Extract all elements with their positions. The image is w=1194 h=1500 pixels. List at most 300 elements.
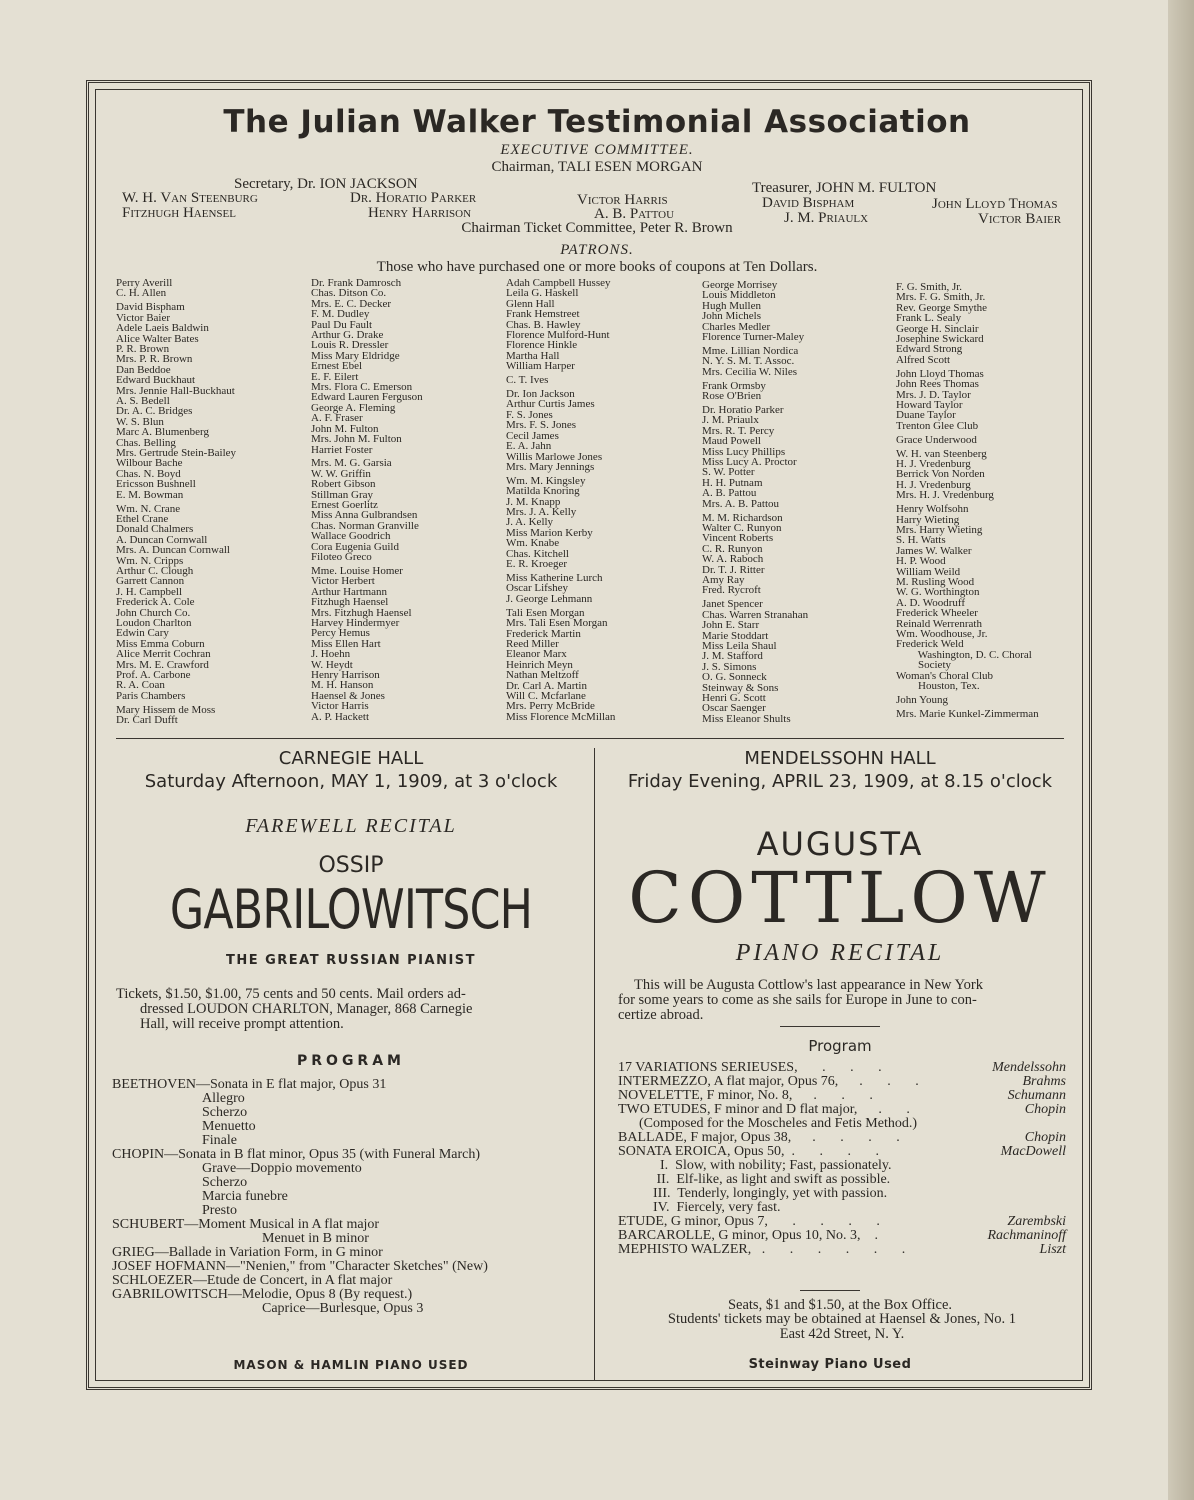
patron-name: Percy Hemus (311, 627, 370, 640)
patron-name: John M. Fulton (311, 422, 379, 435)
program-work: ETUDE, G minor, Opus 7, . . . . (618, 1214, 880, 1229)
program-item: SCHLOEZER—Etude de Concert, in A flat major (112, 1273, 393, 1288)
chairman-line: Chairman, TALI ESEN MORGAN (491, 159, 703, 175)
program-composer: Chopin (1024, 1130, 1066, 1145)
program-work: TWO ETUDES, F minor and D flat major, . . (618, 1102, 910, 1117)
patron-name: Howard Taylor (896, 398, 963, 411)
program-item: CHOPIN—Sonata in B flat minor, Opus 35 (with Funeral March) (112, 1147, 481, 1162)
patron-name: Henry Wolfsohn (896, 503, 969, 516)
patron-name: Vincent Roberts (702, 532, 774, 545)
program-item: JOSEF HOFMANN—"Nenien," from "Character Sketches" (New) (112, 1259, 488, 1274)
patron-name: A. B. Pattou (702, 487, 757, 500)
patron-name: A. Duncan Cornwall (116, 533, 208, 546)
right-first-name: AUGUSTA (756, 825, 924, 863)
patron-name: Cora Eugenia Guild (311, 540, 399, 553)
program-composer: Zarembski (1007, 1214, 1066, 1229)
patron-name: C. H. Allen (116, 287, 167, 300)
patron-name: Adah Campbell Hussey (506, 277, 611, 289)
patron-name: E. M. Bowman (116, 488, 184, 501)
patron-name: Rose O'Brien (702, 390, 762, 403)
patron-name: Ernest Ebel (311, 360, 363, 373)
patron-name: Louis R. Dressler (311, 339, 389, 352)
patron-name: Louis Middleton (702, 289, 776, 302)
left-first-name: OSSIP (318, 853, 384, 878)
patron-name: Maud Powell (702, 435, 761, 448)
patron-name: Paris Chambers (116, 689, 186, 702)
patron-name: Mrs. Perry McBride (506, 700, 595, 713)
right-date: Friday Evening, APRIL 23, 1909, at 8.15 o'clock (627, 771, 1053, 792)
program-work: BALLADE, F major, Opus 38, . . . . (618, 1130, 900, 1145)
patron-name: John E. Starr (702, 619, 760, 632)
patrons-note: Those who have purchased one or more books of coupons at Ten Dollars. (376, 259, 818, 275)
program-work: 17 VARIATIONS SERIEUSES, . . . (618, 1060, 882, 1075)
patron-name: Donald Chalmers (116, 523, 194, 536)
right-program-list (618, 1061, 1066, 1257)
patron-name: S. W. Potter (702, 466, 755, 479)
patron-name: Chas. Belling (116, 436, 176, 449)
program-composer: Schumann (1007, 1088, 1066, 1103)
patron-name: E. A. Jahn (506, 440, 552, 453)
program-composer: Mendelssohn (992, 1060, 1066, 1075)
patron-name: Frederick Weld (896, 638, 964, 651)
patron-name: H. P. Wood (896, 555, 946, 568)
patron-name: Robert Gibson (311, 478, 376, 491)
left-tickets (116, 987, 472, 1032)
patron-name: N. Y. S. M. T. Assoc. (702, 355, 795, 368)
patron-name: Perry Averill (116, 277, 173, 289)
patron-name: H. H. Putnam (702, 476, 763, 489)
program-item: Presto (202, 1203, 237, 1218)
patron-name: Frank Ormsby (702, 379, 766, 392)
patron-name: John Young (896, 693, 948, 706)
patron-name: F. G. Smith, Jr. (896, 281, 963, 293)
patron-name: Harvey Hindermyer (311, 617, 400, 629)
patron-name: Ethel Crane (116, 512, 169, 525)
patron-name: Martha Hall (506, 349, 560, 362)
program-item: Allegro (202, 1091, 245, 1106)
patron-name: George H. Sinclair (896, 322, 979, 335)
patron-name: Wm. Knabe (506, 537, 560, 550)
patron-name: James W. Walker (896, 544, 972, 557)
patron-name: Victor Harris (311, 700, 369, 713)
patron-name: Loudon Charlton (116, 617, 192, 629)
patron-name: John Lloyd Thomas (896, 367, 984, 380)
patron-name: Reinald Werrenrath (896, 617, 982, 630)
patron-name: Prof. A. Carbone (116, 669, 191, 682)
patron-name: Fred. Rycroft (702, 584, 761, 597)
patron-name: Alice Walter Bates (116, 332, 199, 345)
patron-name: William Harper (506, 360, 575, 373)
patron-name: Heinrich Meyn (506, 658, 573, 671)
patron-name: Mrs. Gertrude Stein-Bailey (116, 447, 237, 459)
patron-name: Edward Lauren Ferguson (311, 391, 423, 404)
patron-name: Will C. Mcfarlane (506, 689, 586, 702)
right-seats: Seats, $1 and $1.50, at the Box Office. (727, 1297, 953, 1313)
patron-name: A. S. Bedell (116, 394, 170, 407)
patron-name: Trenton Glee Club (896, 419, 979, 432)
patron-name: Mrs. J. A. Kelly (506, 506, 577, 519)
member-name: Dr. Horatio Parker (350, 190, 477, 206)
patron-name: Edward Buckhaut (116, 374, 196, 387)
patron-name: J. A. Kelly (506, 516, 554, 529)
patron-name: Dr. Ion Jackson (506, 388, 575, 401)
patron-name: Tali Esen Morgan (506, 606, 585, 619)
program-item: SCHUBERT—Moment Musical in A flat major (112, 1217, 380, 1232)
patron-name: Arthur Curtis James (506, 398, 595, 411)
patron-name: Miss Mary Eldridge (311, 349, 400, 362)
patron-name: Miss Lucy A. Proctor (702, 456, 797, 468)
patron-name: Chas. B. Hawley (506, 318, 581, 331)
patron-name: Mrs. M. E. Crawford (116, 658, 209, 671)
member-name: Victor Harris (577, 192, 668, 208)
patron-name: Amy Ray (702, 573, 745, 586)
students-line: Students' tickets may be obtained at Haensel & Jones, No. 1 (667, 1311, 1017, 1327)
program-item: Finale (202, 1133, 237, 1148)
program-item (618, 1215, 1066, 1229)
note-line: for some years to come as she sails for Europe in June to con- (618, 992, 977, 1008)
left-date: Saturday Afternoon, MAY 1, 1909, at 3 o'clock (144, 771, 558, 792)
patron-name: Wm. Woodhouse, Jr. (896, 628, 988, 640)
program-item (618, 1173, 1066, 1187)
patron-name: Wm. N. Cripps (116, 554, 184, 567)
column-divider (594, 748, 595, 1380)
program-work: SONATA EROICA, Opus 50, . . . . (618, 1144, 880, 1159)
patron-column-5 (896, 282, 1039, 719)
patron-name: Wallace Goodrich (311, 530, 391, 543)
patron-name: Mrs. Harry Wieting (896, 523, 983, 536)
patron-name: M. Rusling Wood (896, 575, 975, 588)
program-item (618, 1075, 1066, 1089)
patron-name: Mrs. A. Duncan Cornwall (116, 544, 230, 557)
patron-name: S. H. Watts (896, 534, 946, 547)
patron-name: Willis Marlowe Jones (506, 450, 603, 463)
member-name: Fitzhugh Haensel (122, 205, 236, 221)
patron-name: Houston, Tex. (896, 680, 980, 693)
patron-name: Dr. Carl Dufft (116, 714, 178, 727)
patron-name: Mrs. John M. Fulton (311, 433, 402, 446)
member-name: J. M. Priaulx (784, 210, 869, 226)
note-line: This will be Augusta Cottlow's last appearance in New York (634, 977, 983, 993)
patron-name: John Church Co. (116, 606, 191, 619)
program-item (618, 1145, 1066, 1159)
left-piano-credit: MASON & HAMLIN PIANO USED (233, 1358, 469, 1372)
patron-name: Harriet Foster (311, 443, 373, 456)
member-name: Victor Baier (978, 211, 1062, 227)
patron-name: Miss Lucy Phillips (702, 445, 786, 458)
program-work: I. Slow, with nobility; Fast, passionately. (618, 1158, 892, 1173)
patron-name: Florence Mulford-Hunt (506, 329, 610, 342)
patron-name: H. J. Vredenburg (896, 458, 971, 470)
patron-name: Florence Hinkle (506, 339, 578, 352)
right-students (618, 1312, 1066, 1342)
patron-name: Duane Taylor (896, 409, 956, 422)
patron-name: J. Hoehn (311, 648, 351, 661)
patron-name: Filoteo Greco (311, 551, 372, 564)
patron-name: C. T. Ives (506, 374, 549, 387)
program-composer: Brahms (1022, 1074, 1066, 1089)
patron-name: Dr. T. J. Ritter (702, 563, 765, 576)
patron-name: John Rees Thomas (896, 378, 979, 391)
patron-name: R. A. Coan (116, 679, 165, 692)
program-item: GABRILOWITSCH—Melodie, Opus 8 (By request.) (112, 1287, 413, 1302)
patron-name: Walter C. Runyon (702, 521, 782, 534)
patron-name: O. G. Sonneck (702, 671, 767, 684)
patron-name: Chas. N. Boyd (116, 467, 181, 480)
patron-name: Henri G. Scott (702, 691, 766, 704)
patron-name: Grace Underwood (896, 433, 977, 446)
program-item (618, 1089, 1066, 1103)
patron-name: F. S. Jones (506, 408, 553, 421)
left-tagline: THE GREAT RUSSIAN PIANIST (225, 953, 477, 968)
program-item (618, 1103, 1066, 1117)
patron-name: Cecil James (506, 429, 559, 442)
member-name: A. B. Pattou (594, 206, 675, 222)
member-name: David Bispham (762, 195, 855, 211)
patron-name: Matilda Knoring (506, 485, 580, 498)
patron-name: J. M. Knapp (506, 495, 561, 508)
left-artist-name: GABRILOWITSCH (169, 878, 533, 941)
patron-name: Oscar Saenger (702, 702, 766, 715)
patron-name: Chas. Ditson Co. (311, 287, 387, 300)
patron-name: Edward Strong (896, 343, 963, 356)
patron-name: H. J. Vredenburg (896, 478, 971, 491)
patron-name: Mrs. Fitzhugh Haensel (311, 606, 412, 619)
patron-name: Mrs. M. G. Garsia (311, 457, 392, 470)
patron-column-2 (311, 278, 423, 722)
member-name: W. H. Van Steenburg (122, 190, 258, 206)
patron-name: Frederick A. Cole (116, 596, 195, 609)
treasurer-line: Treasurer, JOHN M. FULTON (752, 180, 937, 196)
patron-name: Charles Medler (702, 320, 771, 333)
patron-name: Mrs. J. D. Taylor (896, 388, 971, 401)
patron-name: Mrs. Jennie Hall-Buckhaut (116, 384, 235, 397)
patron-name: A. P. Hackett (311, 710, 370, 723)
patron-name: Henry Harrison (311, 669, 380, 682)
patron-name: A. F. Fraser (311, 412, 363, 425)
patron-name: Mrs. F. G. Smith, Jr. (896, 291, 986, 304)
patron-name: Mme. Lillian Nordica (702, 344, 799, 357)
patron-name: Wm. M. Kingsley (506, 474, 586, 487)
ticket-committee-line: Chairman Ticket Committee, Peter R. Brown (461, 220, 733, 236)
patron-name: J. M. Priaulx (702, 414, 759, 427)
patron-name: Paul Du Fault (311, 318, 373, 331)
patron-name: Marie Stoddart (702, 629, 769, 642)
patron-name: Wm. N. Crane (116, 502, 181, 515)
patron-name: Josephine Swickard (896, 333, 984, 346)
patron-name: Fitzhugh Haensel (311, 596, 389, 609)
patron-name: Mrs. A. B. Pattou (702, 497, 780, 510)
patron-name: Frank L. Sealy (896, 312, 962, 325)
patron-name: Marc A. Blumenberg (116, 426, 209, 439)
patron-name: Alice Merrit Cochran (116, 648, 211, 661)
right-piano-credit: Steinway Piano Used (748, 1357, 912, 1372)
patron-name: Mrs. P. R. Brown (116, 353, 193, 366)
patron-name: W. Heydt (311, 658, 353, 671)
patron-name: Harry Wieting (896, 513, 960, 526)
ticket-line: Hall, will receive prompt attention. (140, 1016, 344, 1032)
patron-name: Adele Laeis Baldwin (116, 322, 209, 335)
note-line: certize abroad. (618, 1007, 704, 1023)
patron-name: Mrs. R. T. Percy (702, 424, 775, 437)
program-work: III. Tenderly, longingly, yet with passion. (618, 1186, 888, 1201)
patron-name: Ericsson Bushnell (116, 478, 196, 491)
patron-name: Frank Hemstreet (506, 308, 580, 321)
patron-name: Steinway & Sons (702, 681, 779, 694)
short-rule (800, 1290, 860, 1291)
patron-column-4 (702, 280, 808, 724)
patron-name: Mrs. Mary Jennings (506, 460, 595, 473)
program-item (618, 1229, 1066, 1243)
right-program-heading: Program (808, 1037, 872, 1055)
patron-name: Edwin Cary (116, 627, 169, 640)
program-item: Grave—Doppio movemento (202, 1161, 362, 1176)
patron-name: W. W. Griffin (311, 467, 371, 480)
patron-name: Garrett Cannon (116, 575, 185, 588)
patron-name: E. R. Kroeger (506, 558, 568, 571)
patron-name: J. H. Campbell (116, 585, 182, 598)
patron-name: M. M. Richardson (702, 511, 783, 524)
patron-name: John Michels (702, 310, 761, 323)
patron-name: P. R. Brown (116, 342, 170, 355)
patron-name: Miss Florence McMillan (506, 710, 616, 723)
patron-name: David Bispham (116, 301, 185, 314)
patron-name: Chas. Kitchell (506, 547, 569, 560)
member-name: Henry Harrison (368, 205, 472, 221)
patron-name: Mrs. H. J. Vredenburg (896, 489, 994, 502)
patron-name: Mrs. Flora C. Emerson (311, 381, 413, 394)
program-item: Scherzo (202, 1175, 248, 1190)
patron-name: Janet Spencer (702, 598, 763, 611)
patrons-heading: PATRONS. (560, 242, 634, 258)
program-item (618, 1061, 1066, 1075)
program-composer: Liszt (1039, 1242, 1066, 1257)
patron-name: Miss Emma Coburn (116, 637, 205, 650)
program-work: INTERMEZZO, A flat major, Opus 76, . . . (618, 1074, 919, 1089)
section-divider (116, 738, 1064, 739)
patron-name: Frederick Martin (506, 627, 581, 640)
patron-name: Arthur G. Drake (311, 329, 384, 342)
patron-name: J. George Lehmann (506, 592, 593, 605)
patron-name: Stillman Gray (311, 488, 374, 501)
ticket-line: Tickets, $1.50, $1.00, 75 cents and 50 cents. Mail orders ad- (116, 986, 466, 1002)
right-artist-name: COTTLOW (628, 857, 1052, 939)
patron-name: Miss Anna Gulbrandsen (311, 509, 418, 522)
patron-column-3 (506, 278, 615, 722)
left-venue: CARNEGIE HALL (278, 748, 424, 769)
patron-name: J. M. Stafford (702, 650, 763, 663)
patron-name: George Morrisey (702, 279, 778, 291)
patron-name: W. H. van Steenberg (896, 447, 987, 460)
short-rule (780, 1026, 880, 1027)
patron-name: Dr. Frank Damrosch (311, 277, 402, 289)
patron-name: Berrick Von Norden (896, 468, 985, 481)
program-work: II. Elf-like, as light and swift as possible. (618, 1172, 891, 1187)
patron-name: Reed Miller (506, 637, 559, 650)
patron-name: Mrs. Tali Esen Morgan (506, 617, 608, 630)
patron-name: Eleanor Marx (506, 648, 567, 661)
program-item (618, 1201, 1066, 1215)
patron-name: Mrs. F. S. Jones (506, 419, 577, 432)
patron-name: Leila G. Haskell (506, 287, 579, 300)
program-composer: Chopin (1024, 1102, 1066, 1117)
right-venue: MENDELSSOHN HALL (744, 748, 936, 769)
patron-name: Oscar Lifshey (506, 582, 569, 595)
patron-name: Nathan Meltzoff (506, 669, 579, 682)
program-work: IV. Fiercely, very fast. (618, 1200, 781, 1215)
program-item: GRIEG—Ballade in Variation Form, in G minor (112, 1245, 383, 1260)
left-subtitle: FAREWELL RECITAL (245, 815, 457, 837)
patron-column-1 (116, 278, 236, 726)
patron-name: Washington, D. C. Choral (896, 648, 1032, 661)
program-item: Caprice—Burlesque, Opus 3 (262, 1301, 424, 1316)
patron-name: Hugh Mullen (702, 299, 761, 312)
patron-name: Ernest Goerlitz (311, 499, 378, 512)
patron-name: Alfred Scott (896, 353, 951, 366)
program-item (618, 1159, 1066, 1173)
patron-name: Mme. Louise Homer (311, 564, 403, 577)
program-item (618, 1243, 1066, 1257)
patron-name: A. D. Woodruff (896, 596, 965, 609)
program-item (618, 1187, 1066, 1201)
program-item: Menuetto (202, 1119, 256, 1134)
patron-name: Dr. A. C. Bridges (116, 405, 193, 418)
program-work: (Composed for the Moscheles and Fetis Method.) (618, 1116, 918, 1131)
program-item: Menuet in B minor (262, 1231, 369, 1246)
patron-name: Miss Katherine Lurch (506, 571, 603, 584)
patron-name: W. G. Worthington (896, 586, 980, 599)
program-item (618, 1131, 1066, 1145)
patron-name: Florence Turner-Maley (702, 331, 805, 344)
patron-name: Haensel & Jones (311, 689, 385, 702)
patron-name: Frederick Wheeler (896, 607, 978, 620)
patron-name: Arthur Hartmann (311, 585, 388, 598)
program-item (618, 1117, 1066, 1131)
patron-name: W. A. Raboch (702, 553, 764, 566)
patron-name: Society (896, 659, 951, 672)
patron-name: Miss Eleanor Shults (702, 712, 791, 725)
patron-name: Mrs. Marie Kunkel-Zimmerman (896, 707, 1039, 720)
right-subtitle: PIANO RECITAL (735, 940, 945, 966)
patron-name: Mrs. E. C. Decker (311, 297, 392, 310)
left-program-list (112, 1078, 488, 1316)
program-item: Scherzo (202, 1105, 248, 1120)
patron-name: Rev. George Smythe (896, 301, 988, 314)
patron-name: Miss Ellen Hart (311, 637, 381, 650)
patron-name: F. M. Dudley (311, 308, 370, 321)
patron-name: Dr. Horatio Parker (702, 403, 784, 416)
member-name: John Lloyd Thomas (932, 196, 1058, 212)
program-item: Marcia funebre (202, 1189, 288, 1204)
patron-name: Victor Baier (116, 311, 171, 324)
program-work: NOVELETTE, F minor, No. 8, . . . (618, 1088, 873, 1103)
patron-name: Miss Marion Kerby (506, 526, 593, 539)
patron-name: C. R. Runyon (702, 542, 763, 555)
patron-name: Arthur C. Clough (116, 564, 194, 577)
program-work: MEPHISTO WALZER, . . . . . . (618, 1242, 906, 1257)
patron-name: Dan Beddoe (116, 363, 171, 376)
patron-name: George A. Fleming (311, 401, 396, 414)
program-item: BEETHOVEN—Sonata in E flat major, Opus 31 (112, 1077, 387, 1092)
students-line: East 42d Street, N. Y. (779, 1326, 905, 1342)
program-composer: Rachmaninoff (987, 1228, 1066, 1243)
secretary-line: Secretary, Dr. ION JACKSON (234, 176, 418, 192)
patron-name: Glenn Hall (506, 297, 555, 310)
patron-name: Mary Hissem de Moss (116, 703, 216, 716)
patron-name: Wilbour Bache (116, 457, 183, 470)
executive-committee-heading: EXECUTIVE COMMITTEE. (500, 142, 694, 158)
patron-name: Victor Herbert (311, 575, 375, 588)
association-title: The Julian Walker Testimonial Association (223, 104, 971, 140)
